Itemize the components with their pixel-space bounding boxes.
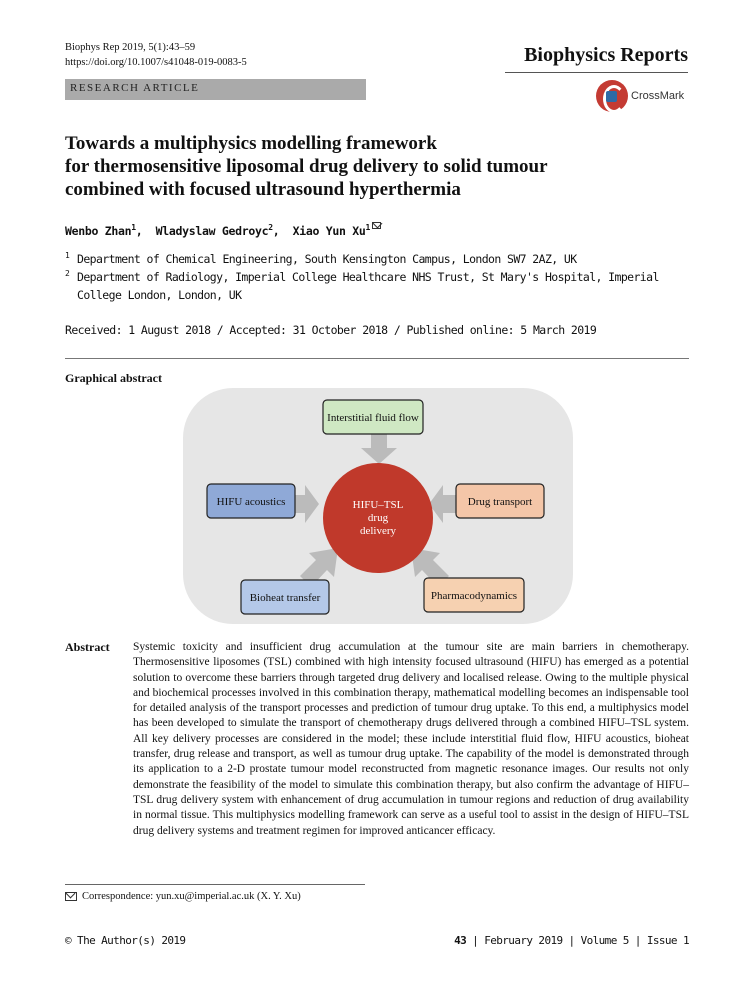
envelope-icon [65, 892, 77, 901]
box-label: Bioheat transfer [249, 592, 321, 604]
affiliation-number: 1 [65, 251, 70, 260]
page-footer: 43 | February 2019 | Volume 5 | Issue 1 [454, 934, 689, 947]
title-line-3: combined with focused ultrasound hyperthermia [65, 179, 461, 200]
abstract-text: Systemic toxicity and insufficient drug accumulation at the tumour site are main barriers in chemotherapy. Thermosensitive liposomes (TSL) combined with high intensity focused ultrasound (HIFU) has emerged as a potential solution to overcome these barriers through targeted drug delivery and localised release. Owing to the multiple physical and biochemical processes involved in this combination therapy, mathematical modelling becomes an indispensable tool for detailed analysis of the transport processes and prediction of tumour drug uptake. To this end, a multiphysics model has been developed to simulate the transport of chemotherapy drugs delivered through a combined HIFU–TSL system. All key delivery processes are considered in the model; these include interstitial fluid flow, HIFU acoustics, bioheat transfer, drug release and transport, as well as tumour drug uptake. The capability of the model is demonstrated through its application to a 2-D prostate tumour model reconstructed from magnetic resonance images. Our results not only demonstrate the feasibility of the model to simulate this combination therapy, but also confirm the advantage of HIFU–TSL drug delivery system with enhancement of drug accumulation in tumour regions and reduction of drug availability in normal tissue. This multiphysics modelling framework can serve as a useful tool to assist in the design of HIFU–TSL drug delivery systems and treatment regimen for improved anticancer efficacy. [133, 641, 689, 837]
copyright: © The Author(s) 2019 [65, 934, 186, 947]
citation-block [65, 40, 247, 70]
author-affil-sup: 1 [365, 223, 371, 233]
center-label-line-2: drug [367, 512, 389, 524]
author-name[interactable]: Wenbo Zhan [65, 224, 132, 238]
author-name[interactable]: Xiao Yun Xu [292, 224, 366, 238]
article-type-band [65, 79, 366, 100]
footnote-rule [65, 884, 365, 885]
affiliation-number: 2 [65, 269, 70, 278]
correspondence-note [65, 891, 301, 902]
abstract-label: Abstract [65, 640, 110, 654]
affiliation-text: Department of Chemical Engineering, South Kensington Campus, London SW7 2AZ, UK [77, 252, 577, 266]
crossmark-badge[interactable] [596, 80, 684, 112]
doi-link[interactable]: https://doi.org/10.1007/s41048-019-0083-5 [65, 57, 247, 68]
author-affil-sup: 2 [268, 223, 273, 233]
envelope-icon[interactable] [372, 222, 381, 229]
publication-dates: Received: 1 August 2018 / Accepted: 31 October 2018 / Published online: 5 March 2019 [65, 323, 597, 337]
center-label-line-1: HIFU–TSL [352, 499, 404, 511]
crossmark-label: CrossMark [631, 90, 685, 102]
box-label: Drug transport [467, 496, 533, 508]
page-number: 43 [454, 934, 467, 947]
journal-name: Biophysics Reports [524, 44, 688, 66]
graphical-abstract-diagram [183, 388, 573, 626]
correspondence-text[interactable]: Correspondence: yun.xu@imperial.ac.uk (X. Y. Xu) [82, 891, 301, 902]
section-divider [65, 358, 689, 359]
box-label: Pharmacodynamics [430, 590, 518, 602]
center-label-line-3: delivery [359, 525, 397, 537]
crossmark-icon [596, 80, 628, 112]
author-affil-sup: 1 [131, 223, 136, 233]
issue-info: February 2019 | Volume 5 | Issue 1 [484, 934, 689, 947]
article-title [65, 132, 705, 201]
article-type: RESEARCH ARTICLE [70, 82, 200, 94]
author-name[interactable]: Wladyslaw Gedroyc [155, 224, 269, 238]
box-label: HIFU acoustics [216, 496, 286, 508]
citation: Biophys Rep 2019, 5(1):43–59 [65, 42, 196, 53]
box-label: Interstitial fluid flow [327, 412, 419, 424]
title-line-1: Towards a multiphysics modelling framework [65, 133, 437, 154]
graphical-abstract-heading: Graphical abstract [65, 371, 162, 385]
author-list: Wenbo Zhan$^1$, Wladyslaw Gedroyc$^2$, Xiao Yun Xu$^1$ [65, 222, 381, 238]
title-line-2: for thermosensitive liposomal drug delivery to solid tumour [65, 156, 548, 177]
affiliation-text: Department of Radiology, Imperial College Healthcare NHS Trust, St Mary's Hospital, Imperial College London, London, UK [77, 270, 659, 302]
header-rule [505, 72, 688, 73]
